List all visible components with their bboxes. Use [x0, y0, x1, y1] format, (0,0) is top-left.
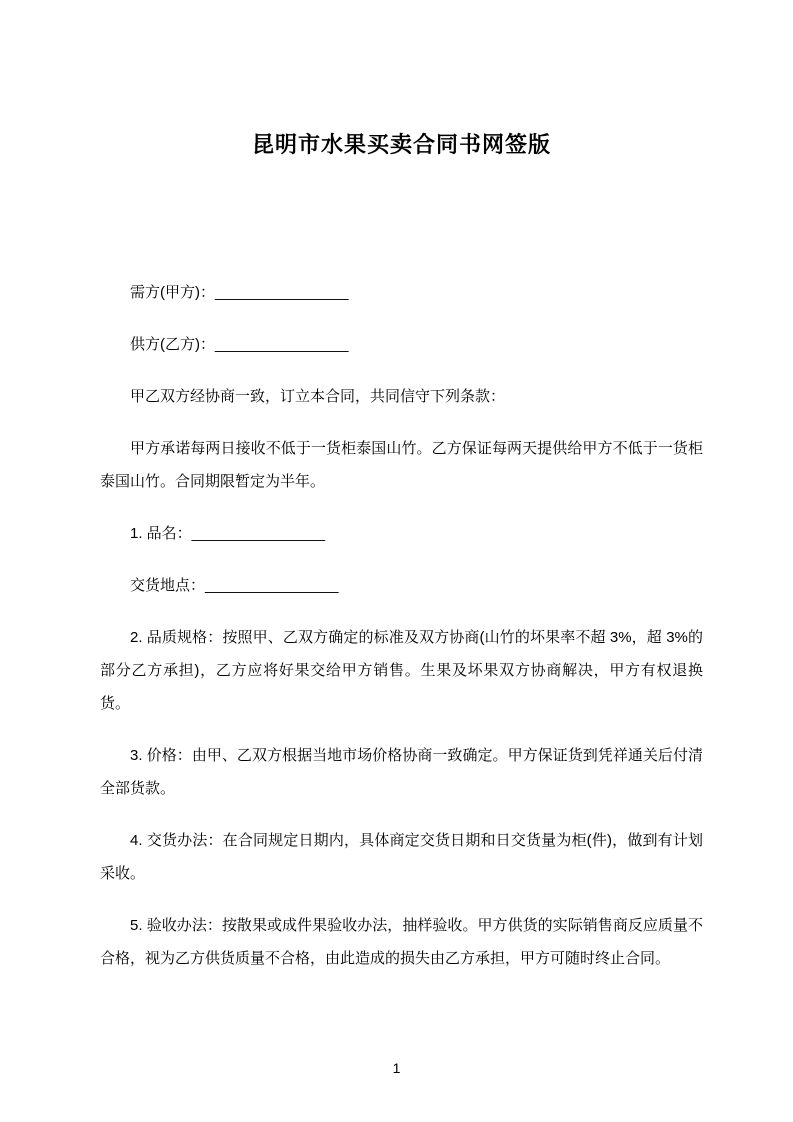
commitment-paragraph: 甲方承诺每两日接收不低于一货柜泰国山竹。乙方保证每两天提供给甲方不低于一货柜泰国山竹。合同期限暂定为半年。	[100, 440, 703, 490]
item-name-field-line: 1. 品名：________________	[130, 525, 326, 542]
delivery-method-paragraph: 4. 交货办法：在合同规定日期内，具体商定交货日期和日交货量为柜(件)，做到有计划采收。	[100, 832, 703, 882]
acceptance-method-paragraph: 5. 验收办法：按散果或成件果验收办法，抽样验收。甲方供货的实际销售商反应质量不合格，视为乙方供货质量不合格，由此造成的损失由乙方承担，甲方可随时终止合同。	[100, 917, 703, 967]
price-clause-paragraph: 3. 价格：由甲、乙双方根据当地市场价格协商一致确定。甲方保证货到凭祥通关后付清全部货款。	[100, 747, 703, 797]
quality-spec-paragraph: 2. 品质规格：按照甲、乙双方确定的标准及双方协商(山竹的坏果率不超 3%，超 3%的部分乙方承担)，乙方应将好果交给甲方销售。生果及坏果双方协商解决，甲方有权退换货。	[100, 629, 703, 712]
document-title: 昆明市水果买卖合同书网签版	[251, 132, 551, 157]
delivery-place-field-line: 交货地点：________________	[130, 577, 339, 594]
page-number: 1	[392, 1060, 401, 1076]
buyer-field-line: 需方(甲方)：________________	[130, 284, 349, 301]
contract-body	[100, 276, 703, 975]
preamble-paragraph: 甲乙双方经协商一致，订立本合同，共同信守下列条款：	[130, 388, 506, 405]
supplier-field-line: 供方(乙方)：________________	[130, 336, 349, 353]
